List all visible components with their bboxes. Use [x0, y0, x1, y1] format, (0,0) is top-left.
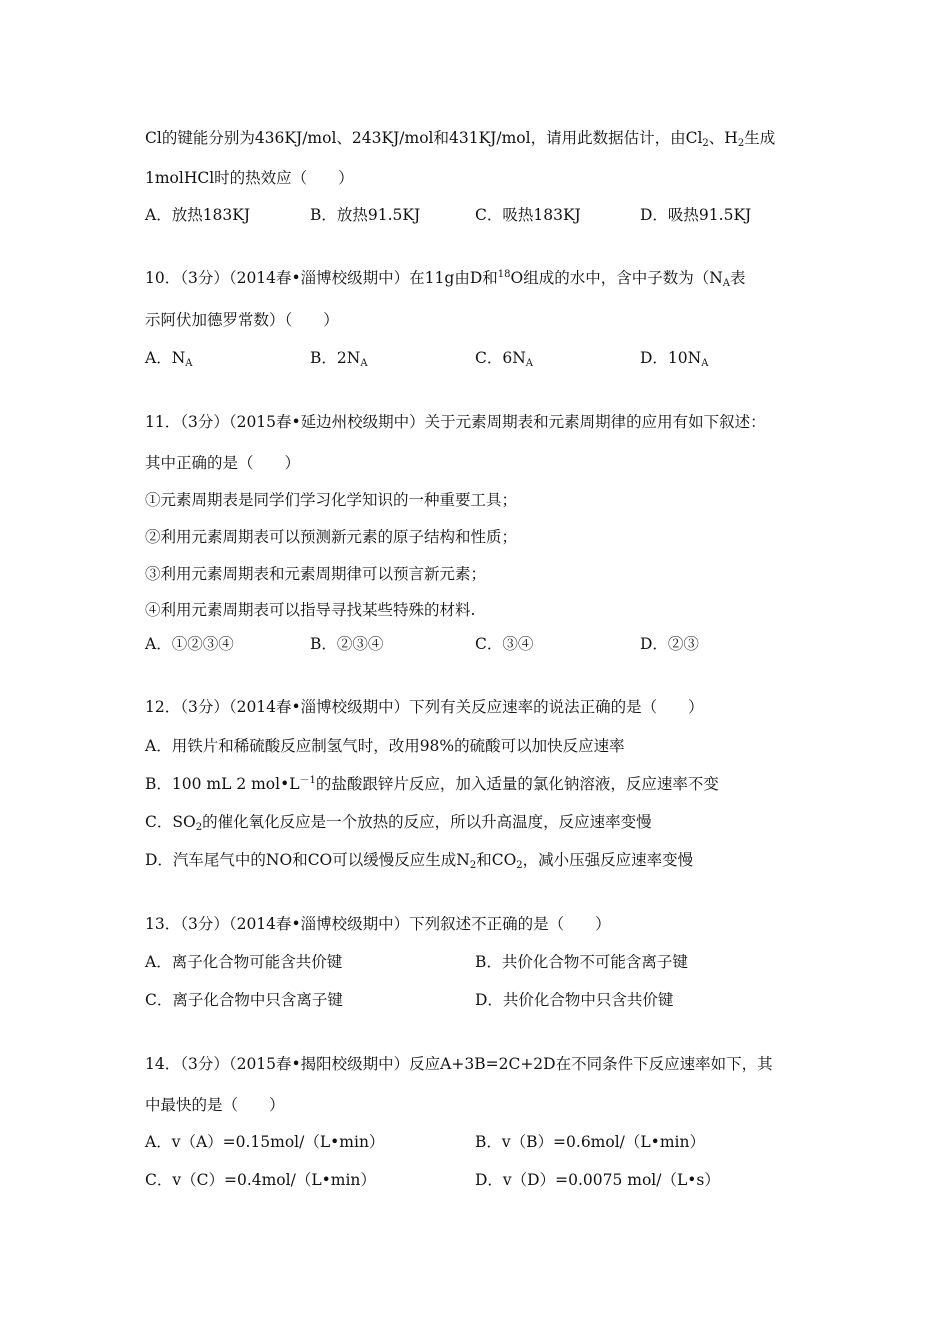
- q9-option-a[interactable]: A．放热183KJ: [145, 206, 251, 224]
- q9-stem-line-2: 1molHCl时的热效应（ ）: [145, 169, 354, 187]
- q11-item-2: ②利用元素周期表可以预测新元素的原子结构和性质；: [145, 528, 518, 546]
- q12-stem: 12．（3分）（2014春•淄博校级期中）下列有关反应速率的说法正确的是（ ）: [145, 698, 704, 716]
- q11-option-d[interactable]: D．②③: [640, 635, 699, 653]
- q11-stem-line-1: 11．（3分）（2015春•延边州校级期中）关于元素周期表和元素周期律的应用有如下叙述：: [145, 413, 766, 431]
- q12-option-d[interactable]: D．汽车尾气中的NO和CO可以缓慢反应生成$N_2$和$CO_2$，减小压强反应速率变慢: [145, 851, 694, 871]
- q14-option-b[interactable]: B．v（B）=0.6mol/（L•min）: [475, 1133, 705, 1151]
- q11-item-3: ③利用元素周期表和元素周期律可以预言新元素；: [145, 565, 487, 583]
- q12-option-a[interactable]: A．用铁片和稀硫酸反应制氢气时，改用98%的硫酸可以加快反应速率: [145, 737, 625, 755]
- q11-option-b[interactable]: B．②③④: [310, 635, 384, 653]
- q10-option-b[interactable]: B．$2N_A$: [310, 349, 368, 369]
- q9-option-c[interactable]: C．吸热183KJ: [475, 206, 581, 224]
- q10-stem-line-2: 示阿伏加德罗常数）（ ）: [145, 311, 339, 329]
- q10-stem-line-1: 10．（3分）（2014春•淄博校级期中）在11g由D和$^{18}$O组成的水中，含中子数为（$N_A$表: [145, 269, 746, 289]
- q14-option-a[interactable]: A．v（A）=0.15mol/（L•min）: [145, 1133, 385, 1151]
- q13-option-a[interactable]: A．离子化合物可能含共价键: [145, 953, 343, 971]
- q11-item-4: ④利用元素周期表可以指导寻找某些特殊的材料.: [145, 601, 476, 619]
- q14-stem-line-2: 中最快的是（ ）: [145, 1096, 285, 1114]
- q11-option-a[interactable]: A．①②③④: [145, 635, 234, 653]
- q9-option-d[interactable]: D．吸热91.5KJ: [640, 206, 752, 224]
- q11-stem-line-2: 其中正确的是（ ）: [145, 454, 301, 472]
- q14-option-c[interactable]: C．v（C）=0.4mol/（L•min）: [145, 1171, 376, 1189]
- q13-option-c[interactable]: C．离子化合物中只含离子键: [145, 991, 343, 1009]
- q10-option-d[interactable]: D．$10N_A$: [640, 349, 709, 369]
- q13-stem: 13．（3分）（2014春•淄博校级期中）下列叙述不正确的是（ ）: [145, 915, 611, 933]
- q10-option-c[interactable]: C．$6N_A$: [475, 349, 534, 369]
- q13-option-b[interactable]: B．共价化合物不可能含离子键: [475, 953, 688, 971]
- q11-item-1: ①元素周期表是同学们学习化学知识的一种重要工具；: [145, 491, 518, 509]
- q14-stem-line-1: 14．（3分）（2015春•揭阳校级期中）反应A+3B=2C+2D在不同条件下反应速率如下，其: [145, 1055, 773, 1073]
- q11-option-c[interactable]: C．③④: [475, 635, 534, 653]
- q10-option-a[interactable]: A．$N_A$: [145, 349, 193, 369]
- q9-option-b[interactable]: B．放热91.5KJ: [310, 206, 421, 224]
- q9-stem-line-1: Cl的键能分别为436KJ/mol、243KJ/mol和431KJ/mol，请用此数据估计，由$Cl_2$、$H_2$生成: [145, 129, 776, 149]
- q12-option-c[interactable]: C．$SO_2$的催化氧化反应是一个放热的反应，所以升高温度，反应速率变慢: [145, 813, 652, 833]
- q13-option-d[interactable]: D．共价化合物中只含共价键: [475, 991, 674, 1009]
- q12-option-b[interactable]: B．100 mL 2 $mol•L^{-1}$的盐酸跟锌片反应，加入适量的氯化钠溶液，反应速率不变: [145, 775, 719, 793]
- q14-option-d[interactable]: D．v（D）=0.0075 mol/（L•s）: [475, 1171, 720, 1189]
